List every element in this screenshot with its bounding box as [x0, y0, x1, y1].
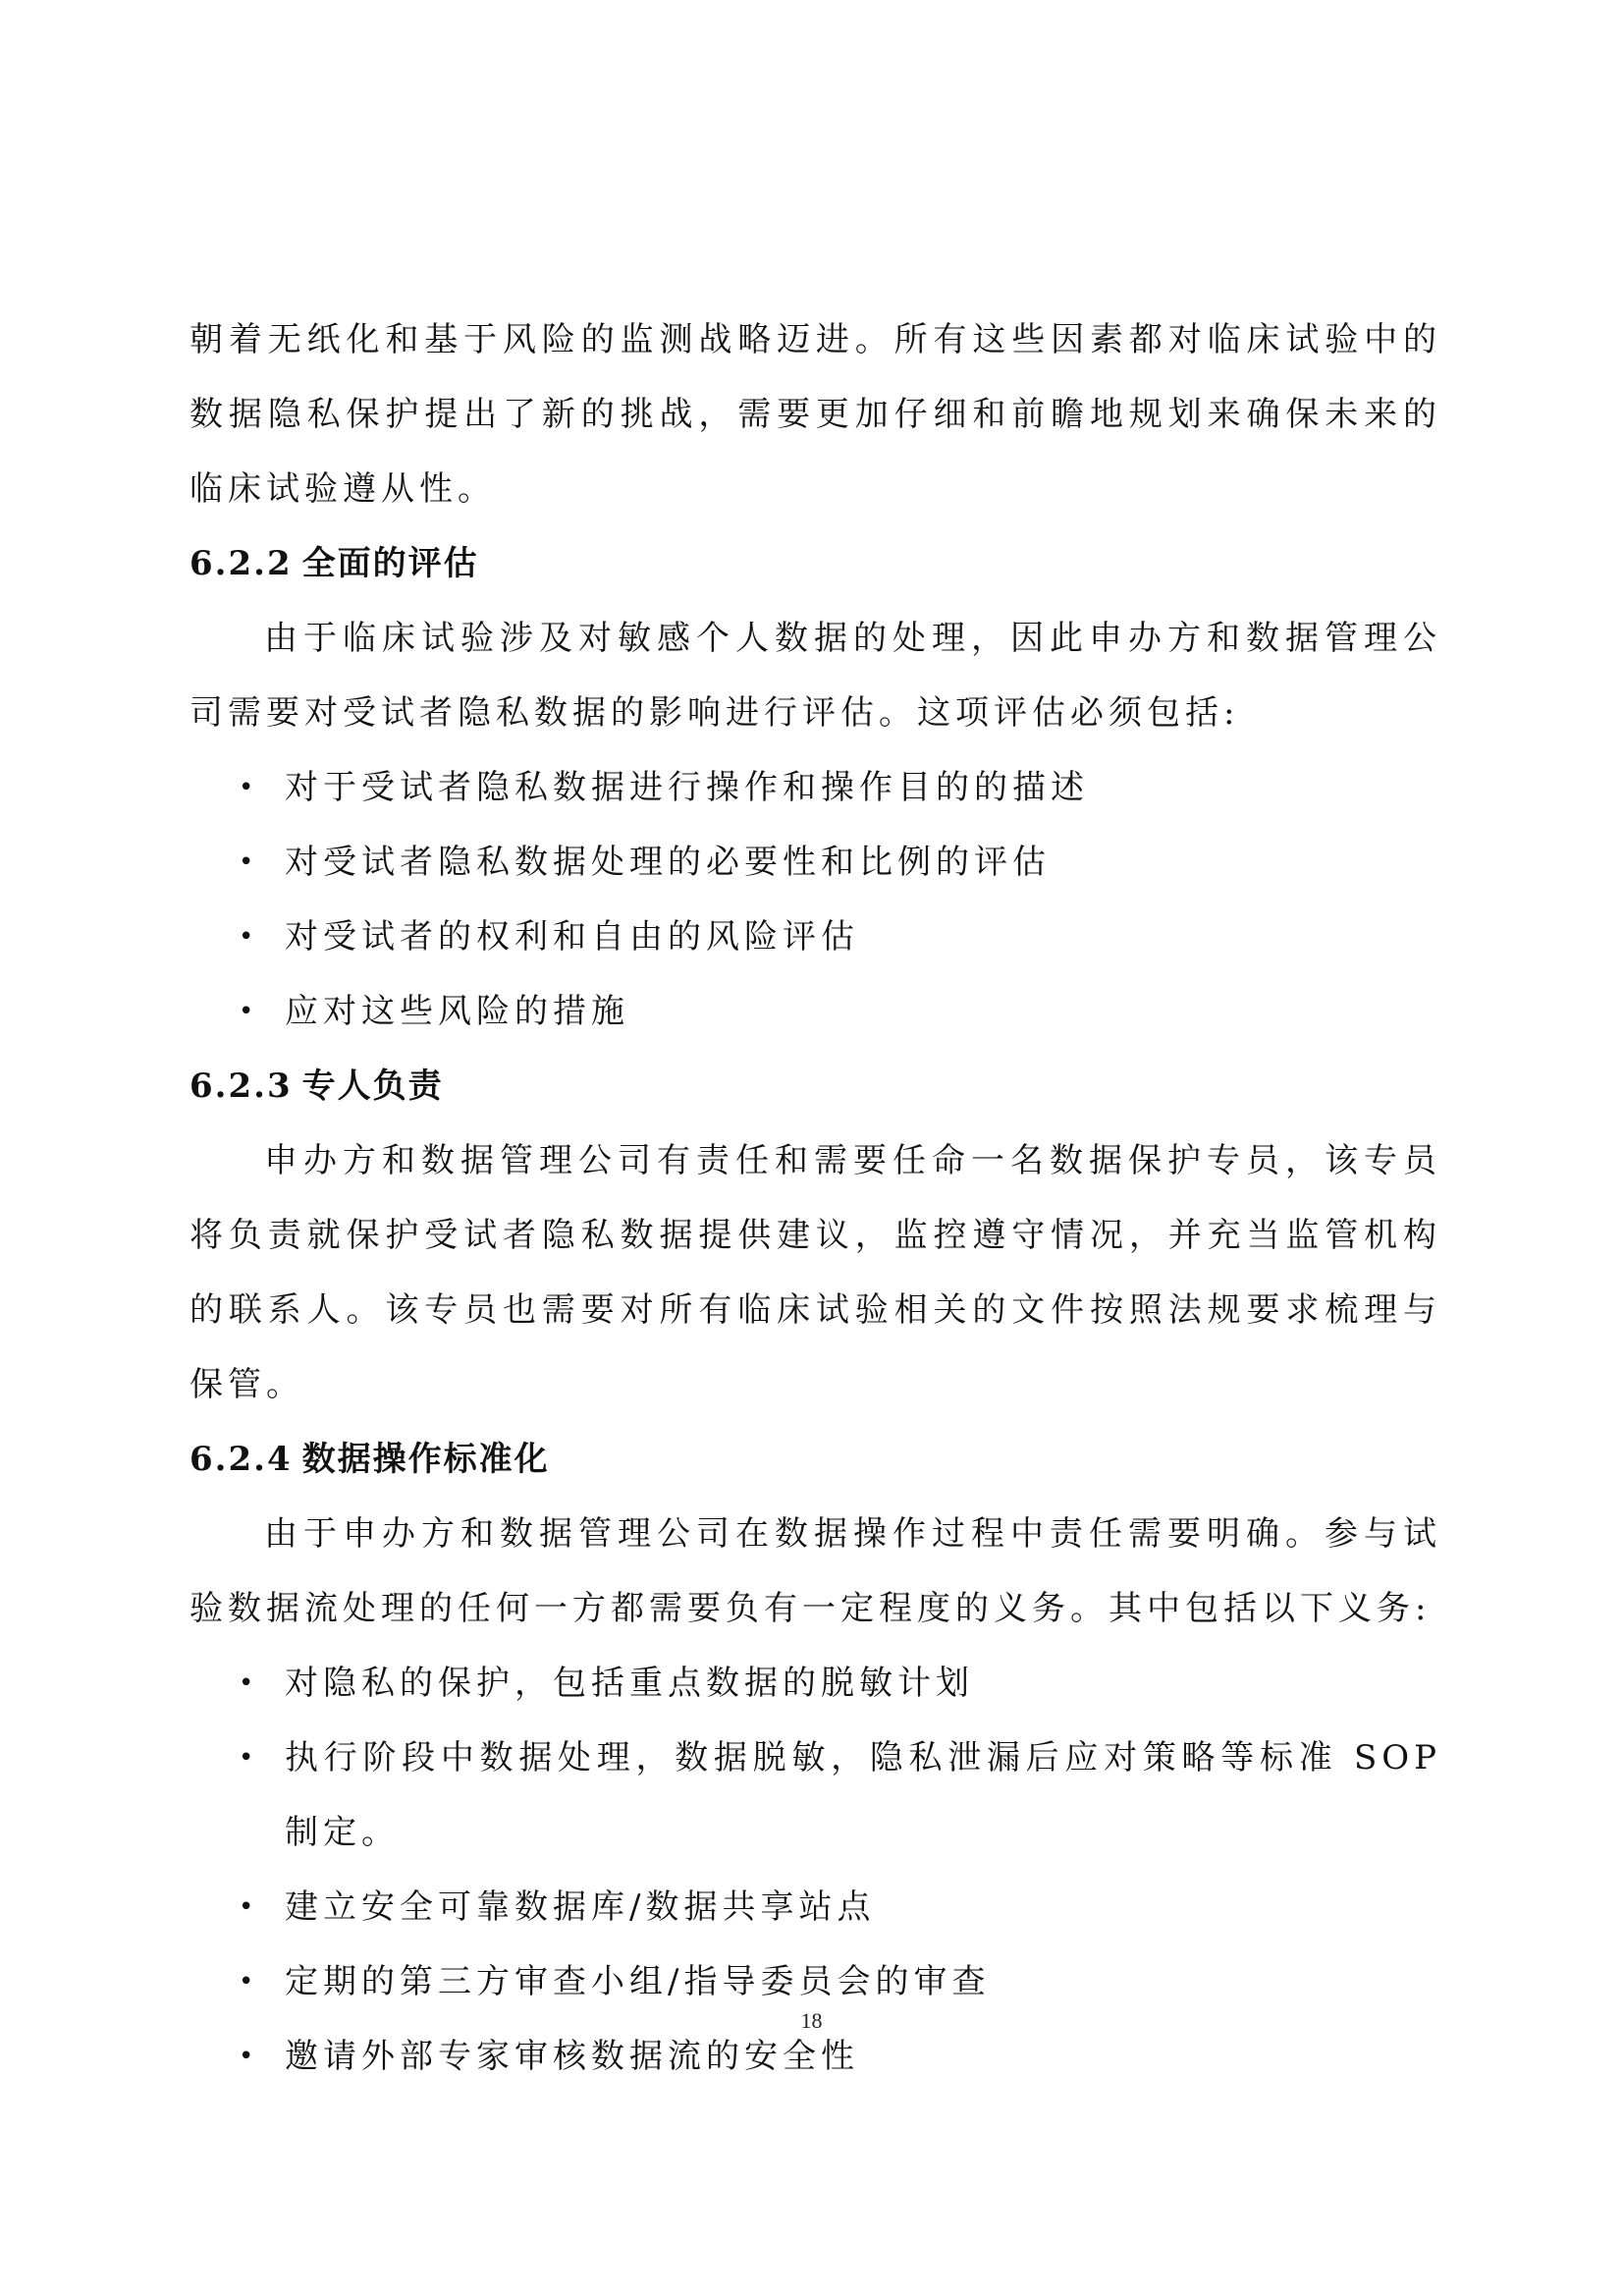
list-item: [189, 900, 1441, 974]
list-item-text: 定期的第三方审查小组/指导委员会的审查: [285, 1962, 991, 2001]
section-heading: [189, 1422, 1441, 1497]
list-item: [189, 1721, 1441, 1870]
page-content: [189, 302, 1441, 2094]
bullet-list: [189, 750, 1441, 1049]
list-item-text: 应对这些风险的措施: [285, 992, 629, 1031]
section-number: 6.2.4: [189, 1440, 293, 1479]
list-item-text: 对于受试者隐私数据进行操作和操作目的的描述: [285, 768, 1089, 807]
bullet-icon: •: [239, 922, 259, 952]
bullet-icon: •: [239, 1743, 259, 1773]
section-title: 全面的评估: [301, 544, 479, 583]
bullet-icon: •: [239, 997, 259, 1026]
section-heading: [189, 526, 1441, 601]
section-number: 6.2.2: [189, 544, 293, 583]
list-item-text: 邀请外部专家审核数据流的安全性: [285, 2037, 859, 2076]
intro-paragraph: 朝着无纸化和基于风险的监测战略迈进。所有这些因素都对临床试验中的数据隐私保护提出了新的挑战，需要更加仔细和前瞻地规划来确保未来的临床试验遵从性。: [189, 320, 1441, 509]
section-paragraph: 由于申办方和数据管理公司在数据操作过程中责任需要明确。参与试验数据流处理的任何一方都需要负有一定程度的义务。其中包括以下义务:: [189, 1514, 1441, 1628]
bullet-icon: •: [239, 1967, 259, 1996]
bullet-icon: •: [239, 2042, 259, 2071]
section-6-2-3: [189, 1049, 1441, 1422]
list-item-text: 对受试者的权利和自由的风险评估: [285, 917, 859, 957]
section-number: 6.2.3: [189, 1066, 293, 1106]
bullet-icon: •: [239, 1668, 259, 1698]
bullet-icon: •: [239, 1892, 259, 1922]
list-item: [189, 974, 1441, 1049]
list-item: [189, 750, 1441, 825]
bullet-icon: •: [239, 847, 259, 877]
list-item: [189, 825, 1441, 900]
section-title: 数据操作标准化: [301, 1440, 550, 1479]
list-item-text: 对受试者隐私数据处理的必要性和比例的评估: [285, 843, 1051, 882]
section-paragraph: 由于临床试验涉及对敏感个人数据的处理，因此申办方和数据管理公司需要对受试者隐私数据的影响进行评估。这项评估必须包括:: [189, 619, 1441, 733]
list-item-text: 建立安全可靠数据库/数据共享站点: [285, 1887, 876, 1927]
list-item-text: 对隐私的保护，包括重点数据的脱敏计划: [285, 1664, 974, 1703]
bullet-icon: •: [239, 773, 259, 802]
section-title: 专人负责: [301, 1066, 444, 1106]
section-paragraph: 申办方和数据管理公司有责任和需要任命一名数据保护专员，该专员将负责就保护受试者隐私数据提供建议，监控遵守情况，并充当监管机构的联系人。该专员也需要对所有临床试验相关的文件按照法规要求梳理与保管。: [189, 1141, 1441, 1404]
list-item: [189, 1646, 1441, 1721]
section-6-2-4: [189, 1422, 1441, 2094]
section-6-2-2: [189, 526, 1441, 1049]
section-heading: [189, 1049, 1441, 1123]
page-number: 18: [800, 2008, 823, 2033]
list-item-text: 执行阶段中数据处理，数据脱敏，隐私泄漏后应对策略等标准 SOP 制定。: [285, 1738, 1441, 1852]
list-item: [189, 1870, 1441, 1944]
